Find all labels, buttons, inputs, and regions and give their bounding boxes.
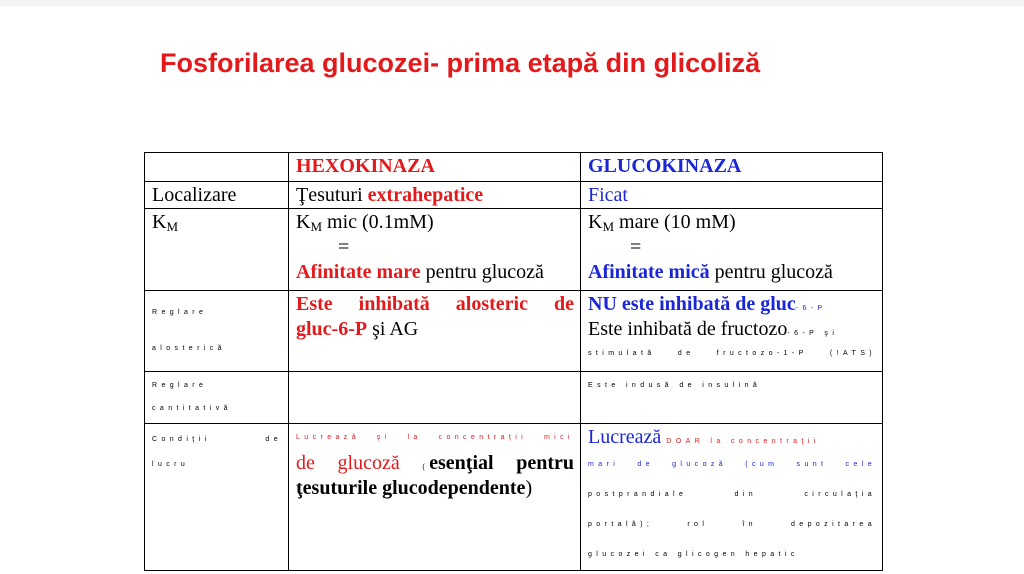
hexo-loc-prefix: Ţesuturi: [296, 184, 368, 206]
hexo-km-rest: pentru glucoză: [420, 261, 544, 283]
row-conditii-de-lucru: [145, 424, 883, 571]
hexo-localizare: [289, 182, 581, 209]
gluco-cant-text: Este indusă de insulină: [588, 382, 762, 389]
gluco-km-line1: [588, 210, 876, 235]
label-cond-line2: lucru: [152, 461, 190, 468]
gluco-reg-main2: Este inhibată de fructozo: [588, 318, 788, 340]
row-reglare-alosterica: [145, 291, 883, 372]
gluco-km: [581, 209, 883, 291]
label-conditii: [145, 424, 289, 571]
hexo-km-equals: =: [338, 236, 350, 258]
table-header-row: [145, 153, 883, 182]
gluco-km-sub: M: [602, 219, 615, 234]
hexo-cond-close: ): [525, 477, 533, 499]
gluco-reglare-alosterica: [581, 291, 883, 372]
gluco-conditii: [581, 424, 883, 571]
hexo-reglare-alosterica: [289, 291, 581, 372]
gluco-km-k: K: [588, 211, 603, 233]
row-km: [145, 209, 883, 291]
gluco-reg-small1: -6-P: [795, 305, 827, 312]
hexo-km-line3: [296, 260, 574, 285]
gluco-km-afinitate: Afinitate mică: [588, 261, 710, 283]
hexo-reglare-cantitativa: [289, 372, 581, 424]
header-empty-cell: [145, 153, 289, 182]
gluco-km-line3: [588, 260, 876, 285]
top-strip: [0, 0, 1024, 6]
label-cant-line1: Reglare: [152, 382, 208, 389]
gluco-reg-small2: -6-P şi: [787, 330, 839, 337]
label-km: [145, 209, 289, 291]
hexo-km-afinitate: Afinitate mare: [296, 261, 421, 283]
hexo-km-k: K: [296, 211, 311, 233]
gluco-cond-line2-text: mari de glucoză (cum sunt cele: [588, 461, 876, 468]
gluco-reglare-cantitativa: [581, 372, 883, 424]
gluco-cond-small1: DOAR la concentraţii: [666, 438, 820, 445]
hexo-km-value: mic (0.1mM): [322, 211, 434, 233]
hexo-cond-bold2: ţesuturile glucodependente: [296, 477, 526, 499]
label-reg-line1: Reglare: [152, 309, 208, 316]
label-cant-line2: cantitativă: [152, 405, 232, 412]
gluco-reg-bold: NU este inhibată de gluc: [588, 293, 796, 315]
hexo-reg-rest: şi AG: [367, 318, 419, 340]
label-reglare-cantitativa: [145, 372, 289, 424]
hexo-cond-bold: esenţial pentru: [429, 452, 574, 474]
hexo-reg-line2: [296, 317, 574, 342]
hexo-cond-line2: [296, 451, 574, 476]
gluco-cond-line5: glucozei ca glicogen hepatic: [588, 551, 799, 558]
gluco-reg-line1: [588, 292, 876, 317]
hexo-cond-line3: [296, 476, 574, 501]
gluco-cond-main: Lucrează: [588, 426, 667, 448]
row-localizare: [145, 182, 883, 209]
label-km-sub: M: [166, 219, 179, 234]
hexo-cond-line1: Lucrează şi la concentraţii mici: [296, 434, 574, 441]
gluco-reg-line2: [588, 317, 876, 342]
hexo-reg-bold: gluc-6-P: [296, 318, 368, 340]
label-reglare-alosterica: [145, 291, 289, 372]
hexo-km-sub: M: [310, 219, 323, 234]
label-km-main: K: [152, 211, 167, 233]
label-cond-line1: Condiţii de: [152, 436, 282, 443]
gluco-reg-line3: stimulată de fructozo-1-P (!ATS): [588, 350, 876, 357]
gluco-localizare: Ficat: [581, 182, 883, 209]
gluco-cond-line1: [588, 425, 876, 450]
header-glucokinaza: GLUCOKINAZA: [581, 153, 883, 182]
gluco-cond-line2: [588, 450, 876, 480]
label-reg-line2: alosterică: [152, 345, 226, 352]
hexo-km: [289, 209, 581, 291]
hexo-loc-bold: extrahepatice: [367, 184, 484, 206]
header-hexokinaza: HEXOKINAZA: [289, 153, 581, 182]
gluco-cond-line3: postprandiale din circulaţia: [588, 491, 876, 498]
gluco-km-equals: =: [630, 236, 642, 258]
gluco-km-value: mare (10 mM): [614, 211, 736, 233]
row-reglare-cantitativa: [145, 372, 883, 424]
slide-title: Fosforilarea glucozei- prima etapă din glicoliză: [160, 48, 761, 78]
hexo-conditii: [289, 424, 581, 571]
label-localizare: Localizare: [145, 182, 289, 209]
gluco-cond-line4: portală); rol în depozitarea: [588, 521, 876, 528]
hexo-km-line1: [296, 210, 574, 235]
hexo-cond-paren: (: [422, 464, 430, 471]
comparison-table: [144, 152, 883, 571]
hexo-reg-line1: Este inhibată alosteric de: [296, 293, 574, 315]
hexo-cond-red: de glucoză: [296, 452, 423, 474]
gluco-km-rest: pentru glucoză: [709, 261, 833, 283]
